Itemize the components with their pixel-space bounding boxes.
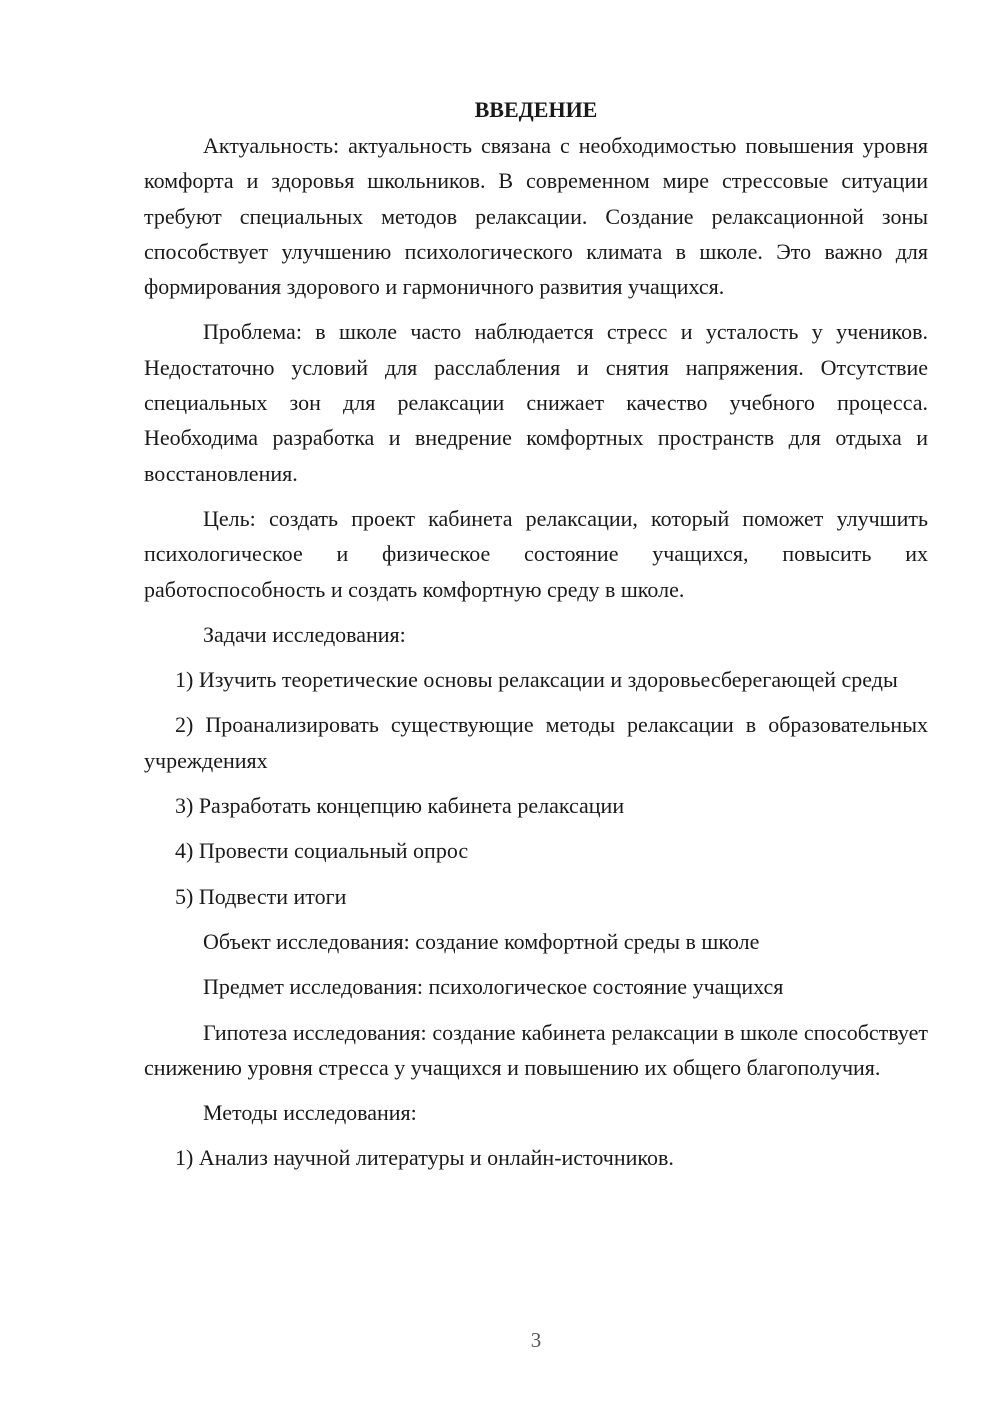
document-page	[144, 92, 928, 1186]
methods-heading: Методы исследования:	[203, 1100, 417, 1126]
paragraph-subject: Предмет исследования: психологическое состояние учащихся	[203, 974, 784, 1000]
paragraph-hypothesis: Гипотеза исследования: создание кабинета релаксации в школе способствует снижению уровня стресса у учащихся и повышению их общего благополучия.	[144, 1019, 928, 1080]
paragraph-problem: Проблема: в школе часто наблюдается стресс и усталость у учеников. Недостаточно условий для расслабления и снятия напряжения. Отсутствие специальных зон для релаксации снижает качество учебного процесса. Необходима разработка и внедрение комфортных пространств для отдыха и восстановления.	[144, 319, 928, 486]
task-item-5: 5) Подвести итоги	[175, 883, 347, 909]
paragraph-object: Объект исследования: создание комфортной среды в школе	[203, 928, 760, 954]
task-item-1: 1) Изучить теоретические основы релаксации и здоровьесберегающей среды	[175, 667, 898, 693]
tasks-heading: Задачи исследования:	[203, 621, 406, 647]
task-item-2: 2) Проанализировать существующие методы релаксации в образовательных учреждениях	[144, 712, 928, 773]
task-item-4: 4) Провести социальный опрос	[175, 838, 469, 864]
task-item-3: 3) Разработать концепцию кабинета релаксации	[175, 793, 625, 819]
section-title: ВВЕДЕНИЕ	[474, 97, 598, 122]
paragraph-relevance: Актуальность: актуальность связана с необходимостью повышения уровня комфорта и здоровья школьников. В современном мире стрессовые ситуации требуют специальных методов релаксации. Создание релаксационной зоны способствует улучшению психологического климата в школе. Это важно для формирования здорового и гармоничного развития учащихся.	[144, 133, 928, 300]
page-number: 3	[530, 1328, 542, 1352]
paragraph-goal: Цель: создать проект кабинета релаксации, который поможет улучшить психологическое и физическое состояние учащихся, повысить их работоспособность и создать комфортную среду в школе.	[144, 505, 928, 602]
method-item-1: 1) Анализ научной литературы и онлайн-источников.	[175, 1145, 674, 1171]
